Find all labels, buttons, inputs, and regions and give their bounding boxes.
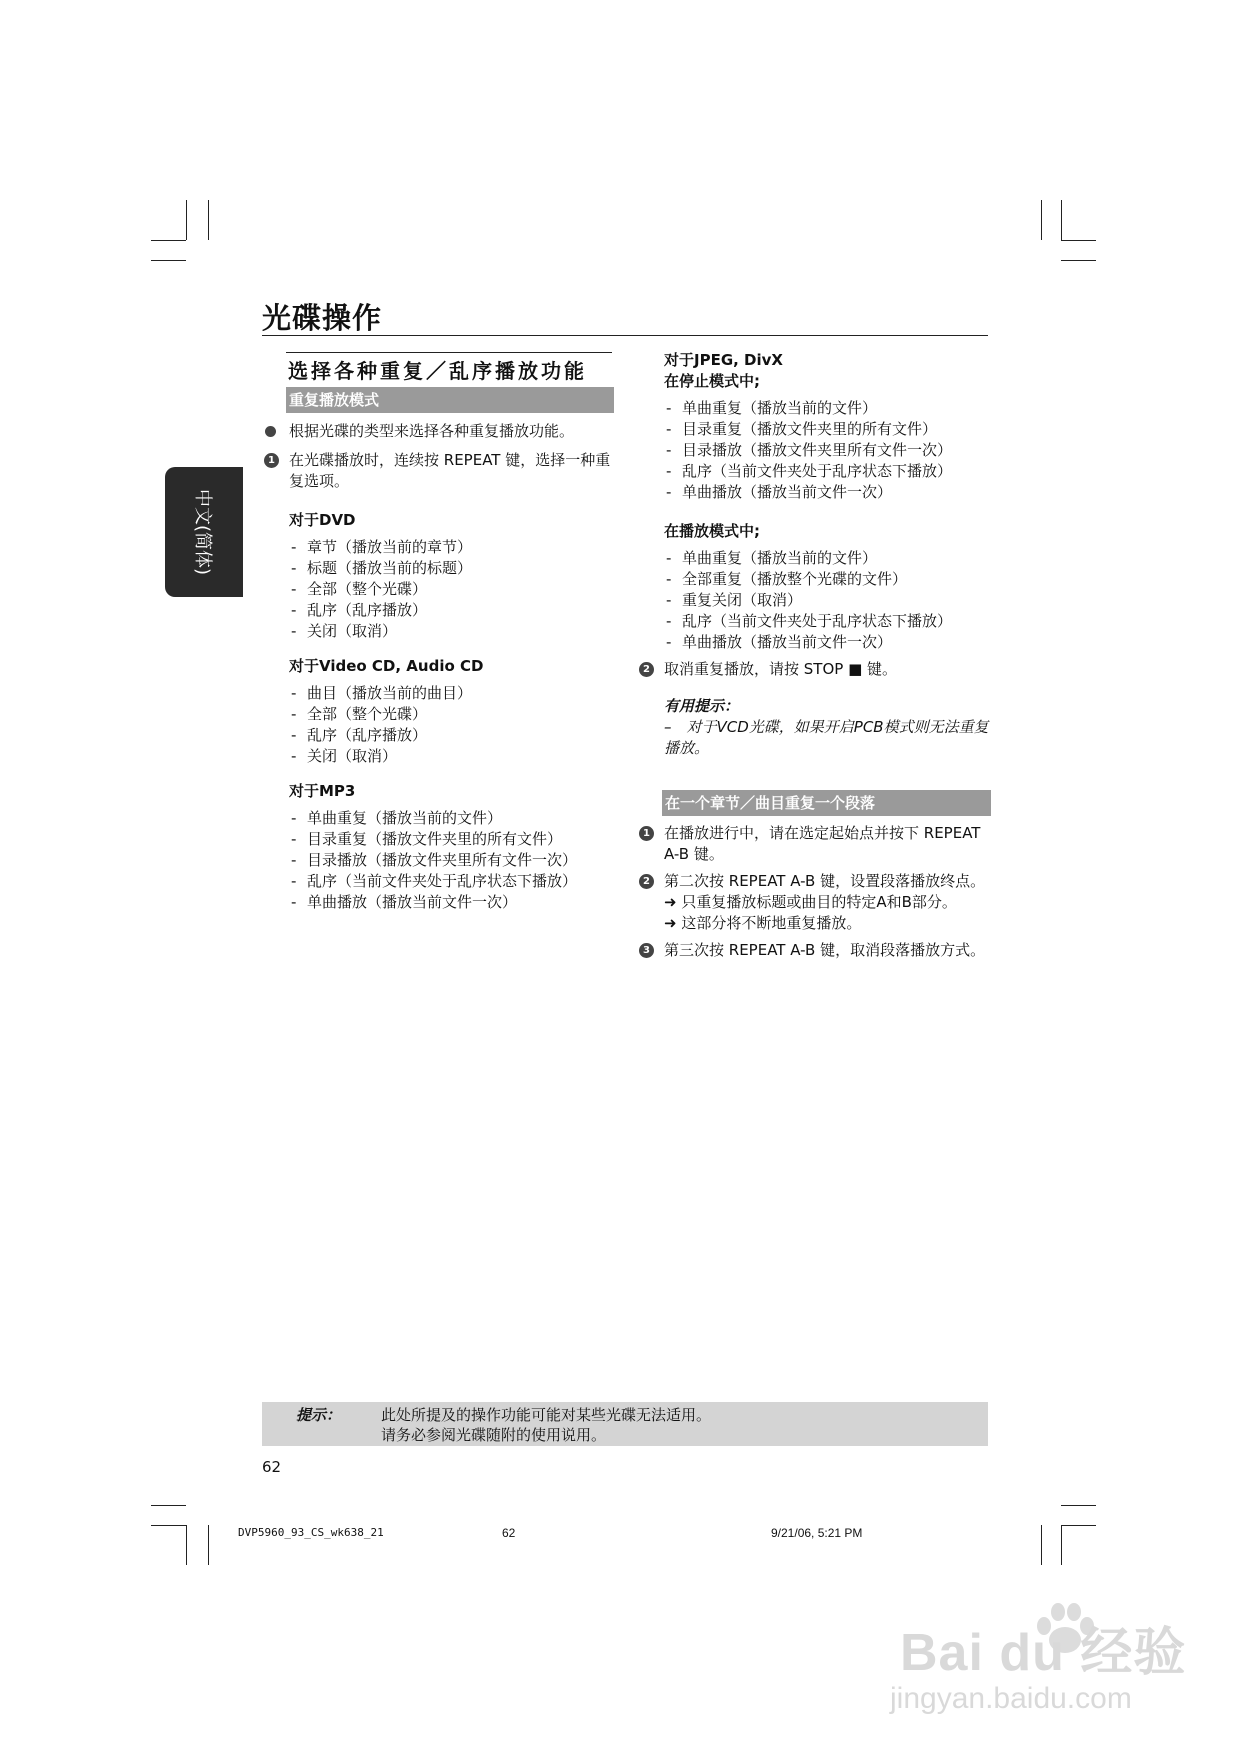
step-2 — [643, 659, 990, 680]
vcd-heading: 对于Video CD, Audio CD — [289, 657, 484, 675]
play-mode-list — [664, 548, 990, 653]
ab-step-1 — [643, 823, 990, 865]
note-box — [262, 1402, 988, 1446]
list-item: - 全部（整个光碟） — [291, 580, 428, 598]
ab-step-3-text: 第三次按 REPEAT A-B 键，取消段落播放方式。 — [664, 941, 986, 959]
crop-mark — [1061, 1505, 1096, 1506]
bullet-icon — [265, 426, 276, 437]
section-title: 选择各种重复／乱序播放功能 — [288, 359, 587, 383]
dvd-list — [289, 537, 615, 642]
list-item: - 单曲重复（播放当前的文件） — [291, 809, 503, 827]
note-line: 请务必参阅光碟随附的使用说用。 — [381, 1426, 607, 1444]
step-number-icon: 3 — [639, 943, 654, 958]
list-item: - 曲目（播放当前的曲目） — [291, 684, 473, 702]
list-item: - 关闭（取消） — [291, 747, 398, 765]
crop-mark — [208, 1525, 209, 1565]
page-number: 62 — [262, 1458, 282, 1476]
list-item: - 关闭（取消） — [291, 622, 398, 640]
vcd-list — [289, 683, 615, 767]
list-item: - 单曲重复（播放当前的文件） — [666, 399, 878, 417]
mp3-list — [289, 808, 615, 913]
language-side-tab — [165, 467, 243, 597]
tip-text: – 对于VCD光碟，如果开启PCB模式则无法重复播放。 — [664, 718, 989, 757]
step-number-icon: 1 — [639, 826, 654, 841]
crop-mark — [186, 200, 187, 240]
stop-mode-heading: 在停止模式中; — [664, 372, 760, 390]
list-item: - 全部（整个光碟） — [291, 705, 428, 723]
step-2-text: 取消重复播放，请按 STOP ■ 键。 — [664, 660, 898, 678]
step-number-icon: 2 — [639, 874, 654, 889]
crop-mark — [1061, 1525, 1062, 1565]
ab-arrow-2: ➜ 这部分将不断地重复播放。 — [664, 914, 862, 932]
step-1 — [268, 450, 615, 492]
list-item: - 全部重复（播放整个光碟的文件） — [666, 570, 908, 588]
list-item: - 单曲播放（播放当前文件一次） — [666, 483, 893, 501]
crop-mark — [1061, 240, 1096, 241]
ab-repeat-steps — [643, 823, 990, 961]
list-item: - 目录播放（播放文件夹里所有文件一次） — [666, 441, 953, 459]
baidu-watermark — [880, 1600, 1210, 1750]
list-item: - 重复关闭（取消） — [666, 591, 803, 609]
play-mode-heading: 在播放模式中; — [664, 522, 760, 540]
ab-repeat-bar: 在一个章节／曲目重复一个段落 — [662, 790, 991, 816]
crop-mark — [151, 1525, 186, 1526]
list-item: - 单曲播放（播放当前文件一次） — [291, 893, 518, 911]
crop-mark — [151, 260, 186, 261]
list-item: - 目录重复（播放文件夹里的所有文件） — [666, 420, 938, 438]
side-tab-label: 中文(简体) — [192, 488, 213, 576]
crop-mark — [1061, 1525, 1096, 1526]
footer-filename: DVP5960_93_CS_wk638_21 — [238, 1526, 384, 1539]
stop-mode-list — [664, 398, 990, 503]
repeat-mode-bar: 重复播放模式 — [286, 387, 614, 413]
ab-step-1-text: 在播放进行中，请在选定起始点并按下 REPEAT A-B 键。 — [664, 824, 981, 863]
title-rule — [262, 335, 988, 336]
watermark-main: Bai du 经验 — [900, 1624, 1187, 1682]
ab-step-2 — [643, 871, 990, 892]
step-number-icon: 1 — [264, 453, 279, 468]
page-title: 光碟操作 — [262, 301, 383, 335]
mp3-heading: 对于MP3 — [289, 782, 356, 800]
intro-text: 根据光碟的类型来选择各种重复播放功能。 — [289, 422, 575, 440]
crop-mark — [186, 1525, 187, 1565]
step-number-icon: 2 — [639, 662, 654, 677]
crop-mark — [151, 1505, 186, 1506]
list-item: - 乱序（当前文件夹处于乱序状态下播放） — [666, 612, 953, 630]
left-column — [268, 421, 615, 913]
list-item: - 乱序（乱序播放） — [291, 726, 428, 744]
list-item: - 乱序（当前文件夹处于乱序状态下播放） — [666, 462, 953, 480]
ab-step-2-text: 第二次按 REPEAT A-B 键，设置段落播放终点。 — [664, 872, 986, 890]
section-rule — [286, 352, 612, 353]
footer-datetime: 9/21/06, 5:21 PM — [771, 1526, 863, 1540]
list-item: - 目录重复（播放文件夹里的所有文件） — [291, 830, 563, 848]
ab-arrow-1: ➜ 只重复播放标题或曲目的特定A和B部分。 — [664, 893, 957, 911]
crop-mark — [1041, 200, 1042, 240]
tip-heading: 有用提示： — [664, 697, 740, 715]
note-line: 此处所提及的操作功能可能对某些光碟无法适用。 — [381, 1406, 712, 1424]
list-item: - 目录播放（播放文件夹里所有文件一次） — [291, 851, 578, 869]
list-item: - 单曲重复（播放当前的文件） — [666, 549, 878, 567]
footer-page: 62 — [502, 1526, 516, 1540]
jpeg-heading: 对于JPEG, DivX — [664, 351, 783, 369]
crop-mark — [1041, 1525, 1042, 1565]
note-label: 提示： — [296, 1406, 342, 1424]
ab-step-3 — [643, 940, 990, 961]
note-lines — [381, 1405, 711, 1445]
crop-mark — [151, 240, 186, 241]
dvd-heading: 对于DVD — [289, 511, 356, 529]
right-column — [643, 350, 990, 759]
list-item: - 乱序（当前文件夹处于乱序状态下播放） — [291, 872, 578, 890]
step-1-text: 在光碟播放时，连续按 REPEAT 键，选择一种重复选项。 — [289, 451, 611, 490]
crop-mark — [208, 200, 209, 240]
list-item: - 乱序（乱序播放） — [291, 601, 428, 619]
crop-mark — [1061, 200, 1062, 240]
list-item: - 章节（播放当前的章节） — [291, 538, 473, 556]
list-item: - 单曲播放（播放当前文件一次） — [666, 633, 893, 651]
watermark-url: jingyan.baidu.com — [890, 1682, 1132, 1715]
intro-paragraph — [289, 421, 615, 442]
list-item: - 标题（播放当前的标题） — [291, 559, 473, 577]
crop-mark — [1061, 260, 1096, 261]
